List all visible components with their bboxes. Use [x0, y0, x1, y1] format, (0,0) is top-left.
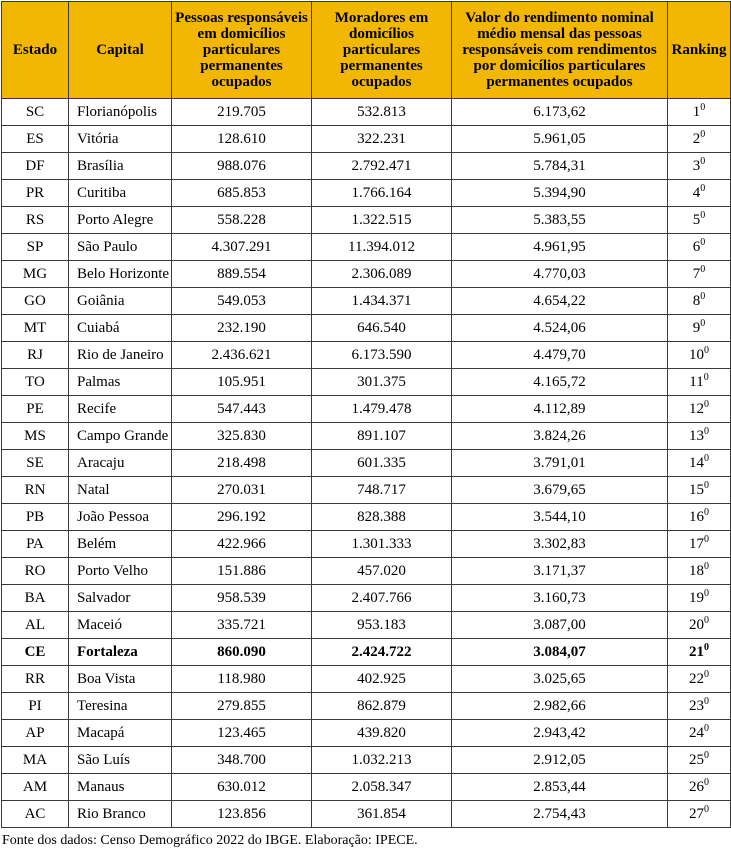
rendimento-cell: 4.961,95 [452, 234, 668, 261]
ranking-cell [668, 585, 731, 612]
capital-cell: Campo Grande [69, 423, 172, 450]
table-row [2, 288, 731, 315]
moradores-cell: 2.058.347 [312, 774, 452, 801]
rendimento-cell: 3.302,83 [452, 531, 668, 558]
ranking-cell [668, 720, 731, 747]
ranking-ordinal-mark: 0 [700, 290, 706, 302]
moradores-cell: 2.306.089 [312, 261, 452, 288]
ranking-cell [668, 693, 731, 720]
ranking-number: 23 [689, 697, 704, 714]
moradores-cell: 11.394.012 [312, 234, 452, 261]
table-row [2, 504, 731, 531]
pessoas-cell: 105.951 [172, 369, 312, 396]
pessoas-cell: 685.853 [172, 180, 312, 207]
table-row [2, 396, 731, 423]
estado-cell: MG [2, 261, 69, 288]
pessoas-cell: 279.855 [172, 693, 312, 720]
estado-cell: ES [2, 126, 69, 153]
table-row [2, 612, 731, 639]
ranking-ordinal-mark: 0 [704, 398, 709, 410]
table-header [2, 2, 731, 99]
ranking-ordinal-mark: 0 [700, 182, 706, 194]
rendimento-cell: 3.160,73 [452, 585, 668, 612]
capital-cell: Palmas [69, 369, 172, 396]
moradores-cell: 2.407.766 [312, 585, 452, 612]
rendimento-cell: 5.961,05 [452, 126, 668, 153]
moradores-cell: 1.322.515 [312, 207, 452, 234]
pessoas-cell: 889.554 [172, 261, 312, 288]
table-row [2, 369, 731, 396]
moradores-cell: 532.813 [312, 99, 452, 126]
ranking-ordinal-mark: 0 [703, 371, 709, 383]
capital-cell: Goiânia [69, 288, 172, 315]
ranking-number: 2 [692, 130, 701, 147]
table-row [2, 261, 731, 288]
ranking-number: 25 [689, 751, 704, 768]
ranking-cell [668, 774, 731, 801]
capital-cell: Curitiba [69, 180, 172, 207]
estado-cell: SP [2, 234, 69, 261]
ranking-cell [668, 99, 731, 126]
header-row [2, 2, 731, 99]
rendimento-cell: 5.383,55 [452, 207, 668, 234]
capital-cell: São Luís [69, 747, 172, 774]
estado-cell: CE [2, 639, 69, 666]
ranking-number: 18 [689, 562, 704, 579]
pessoas-cell: 123.465 [172, 720, 312, 747]
estado-cell: PA [2, 531, 69, 558]
pessoas-cell: 558.228 [172, 207, 312, 234]
table-row [2, 747, 731, 774]
ranking-cell [668, 342, 731, 369]
estado-cell: RJ [2, 342, 69, 369]
pessoas-cell: 630.012 [172, 774, 312, 801]
pessoas-cell: 296.192 [172, 504, 312, 531]
capitals-income-table [1, 1, 731, 828]
rendimento-cell: 3.544,10 [452, 504, 668, 531]
ranking-number: 9 [692, 319, 701, 336]
table-row [2, 180, 731, 207]
capital-cell: Belo Horizonte [69, 261, 172, 288]
ranking-ordinal-mark: 0 [704, 479, 709, 491]
estado-cell: AC [2, 801, 69, 828]
table-row [2, 639, 731, 666]
estado-cell: MS [2, 423, 69, 450]
rendimento-cell: 5.394,90 [452, 180, 668, 207]
capital-cell: Fortaleza [69, 639, 172, 666]
moradores-cell: 601.335 [312, 450, 452, 477]
ranking-cell [668, 666, 731, 693]
moradores-cell: 301.375 [312, 369, 452, 396]
estado-cell: PI [2, 693, 69, 720]
pessoas-cell: 128.610 [172, 126, 312, 153]
ranking-number: 27 [689, 805, 704, 822]
estado-cell: AP [2, 720, 69, 747]
ranking-cell [668, 801, 731, 828]
table-row [2, 153, 731, 180]
moradores-cell: 439.820 [312, 720, 452, 747]
ranking-number: 17 [689, 535, 704, 552]
pessoas-cell: 232.190 [172, 315, 312, 342]
source-note: Fonte dos dados: Censo Demográfico 2022 do IBGE. Elaboração: IPECE. [2, 833, 418, 848]
table-row [2, 666, 731, 693]
ranking-ordinal-mark: 0 [704, 614, 709, 626]
pessoas-cell: 325.830 [172, 423, 312, 450]
capital-cell: Cuiabá [69, 315, 172, 342]
estado-cell: AL [2, 612, 69, 639]
pessoas-cell: 547.443 [172, 396, 312, 423]
capital-cell: São Paulo [69, 234, 172, 261]
capital-cell: Teresina [69, 693, 172, 720]
estado-cell: GO [2, 288, 69, 315]
table-row [2, 531, 731, 558]
ranking-ordinal-mark: 0 [704, 803, 709, 815]
estado-cell: AM [2, 774, 69, 801]
ranking-number: 19 [689, 589, 704, 606]
table-row [2, 342, 731, 369]
estado-cell: TO [2, 369, 69, 396]
ranking-ordinal-mark: 0 [704, 776, 709, 788]
ranking-cell [668, 369, 731, 396]
ranking-number: 11 [689, 373, 704, 390]
rendimento-cell: 6.173,62 [452, 99, 668, 126]
ranking-cell [668, 180, 731, 207]
ranking-number: 21 [689, 643, 704, 660]
ranking-ordinal-mark: 0 [704, 560, 709, 572]
ranking-ordinal-mark: 0 [704, 668, 709, 680]
ranking-ordinal-mark: 0 [700, 317, 706, 329]
moradores-cell: 953.183 [312, 612, 452, 639]
ranking-ordinal-mark: 0 [704, 749, 709, 761]
ranking-ordinal-mark: 0 [700, 209, 706, 221]
capital-cell: Manaus [69, 774, 172, 801]
ranking-number: 24 [689, 724, 704, 741]
moradores-cell: 322.231 [312, 126, 452, 153]
rendimento-cell: 3.679,65 [452, 477, 668, 504]
moradores-cell: 891.107 [312, 423, 452, 450]
rendimento-cell: 3.084,07 [452, 639, 668, 666]
ranking-number: 15 [689, 481, 704, 498]
header-pessoas-responsaveis: Pessoas responsáveis em domicílios particulares permanentes ocupados [172, 2, 312, 99]
ranking-number: 22 [689, 670, 704, 687]
table-row [2, 99, 731, 126]
ranking-ordinal-mark: 0 [704, 344, 709, 356]
pessoas-cell: 123.856 [172, 801, 312, 828]
ranking-ordinal-mark: 0 [704, 452, 709, 464]
ranking-number: 4 [692, 184, 701, 201]
ranking-cell [668, 288, 731, 315]
header-estado: Estado [2, 2, 69, 99]
estado-cell: RR [2, 666, 69, 693]
capital-cell: Belém [69, 531, 172, 558]
table-row [2, 207, 731, 234]
pessoas-cell: 218.498 [172, 450, 312, 477]
moradores-cell: 828.388 [312, 504, 452, 531]
capital-cell: Florianópolis [69, 99, 172, 126]
table-body [2, 99, 731, 828]
capital-cell: Salvador [69, 585, 172, 612]
header-moradores: Moradores em domicílios particulares permanentes ocupados [312, 2, 452, 99]
pessoas-cell: 4.307.291 [172, 234, 312, 261]
ranking-number: 6 [692, 238, 701, 255]
ranking-number: 7 [692, 265, 701, 282]
rendimento-cell: 2.754,43 [452, 801, 668, 828]
header-rendimento: Valor do rendimento nominal médio mensal das pessoas responsáveis com rendimentos por domicílios particulares permanentes ocupados [452, 2, 668, 99]
rendimento-cell: 3.087,00 [452, 612, 668, 639]
rendimento-cell: 2.912,05 [452, 747, 668, 774]
ranking-cell [668, 207, 731, 234]
pessoas-cell: 860.090 [172, 639, 312, 666]
moradores-cell: 1.301.333 [312, 531, 452, 558]
pessoas-cell: 219.705 [172, 99, 312, 126]
ranking-cell [668, 612, 731, 639]
ranking-number: 8 [692, 292, 701, 309]
ranking-ordinal-mark: 0 [700, 236, 706, 248]
capital-cell: Rio Branco [69, 801, 172, 828]
capital-cell: Macapá [69, 720, 172, 747]
table-row [2, 801, 731, 828]
estado-cell: PE [2, 396, 69, 423]
estado-cell: SE [2, 450, 69, 477]
capital-cell: Rio de Janeiro [69, 342, 172, 369]
ranking-ordinal-mark: 0 [704, 506, 709, 518]
ranking-cell [668, 315, 731, 342]
ranking-ordinal-mark: 0 [700, 263, 706, 275]
estado-cell: RO [2, 558, 69, 585]
document-page [0, 1, 731, 851]
moradores-cell: 862.879 [312, 693, 452, 720]
pessoas-cell: 118.980 [172, 666, 312, 693]
capital-cell: João Pessoa [69, 504, 172, 531]
ranking-ordinal-mark: 0 [704, 425, 709, 437]
moradores-cell: 748.717 [312, 477, 452, 504]
table-row [2, 585, 731, 612]
ranking-cell [668, 531, 731, 558]
estado-cell: MA [2, 747, 69, 774]
rendimento-cell: 2.853,44 [452, 774, 668, 801]
ranking-cell [668, 126, 731, 153]
table-row [2, 558, 731, 585]
estado-cell: RN [2, 477, 69, 504]
moradores-cell: 1.479.478 [312, 396, 452, 423]
ranking-cell [668, 261, 731, 288]
rendimento-cell: 3.791,01 [452, 450, 668, 477]
ranking-number: 16 [689, 508, 704, 525]
ranking-ordinal-mark: 0 [704, 641, 709, 653]
pessoas-cell: 2.436.621 [172, 342, 312, 369]
moradores-cell: 457.020 [312, 558, 452, 585]
ranking-number: 10 [689, 346, 704, 363]
capital-cell: Aracaju [69, 450, 172, 477]
rendimento-cell: 2.943,42 [452, 720, 668, 747]
ranking-ordinal-mark: 0 [704, 587, 709, 599]
header-capital: Capital [69, 2, 172, 99]
table-row [2, 450, 731, 477]
ranking-cell [668, 639, 731, 666]
estado-cell: DF [2, 153, 69, 180]
pessoas-cell: 348.700 [172, 747, 312, 774]
moradores-cell: 1.434.371 [312, 288, 452, 315]
ranking-ordinal-mark: 0 [704, 533, 709, 545]
ranking-cell [668, 747, 731, 774]
ranking-number: 26 [689, 778, 704, 795]
table-row [2, 720, 731, 747]
ranking-cell [668, 423, 731, 450]
moradores-cell: 2.424.722 [312, 639, 452, 666]
table-row [2, 423, 731, 450]
capital-cell: Porto Alegre [69, 207, 172, 234]
ranking-number: 1 [692, 103, 701, 120]
estado-cell: PB [2, 504, 69, 531]
moradores-cell: 646.540 [312, 315, 452, 342]
estado-cell: MT [2, 315, 69, 342]
ranking-cell [668, 153, 731, 180]
ranking-cell [668, 450, 731, 477]
ranking-cell [668, 477, 731, 504]
capital-cell: Porto Velho [69, 558, 172, 585]
table-row [2, 126, 731, 153]
rendimento-cell: 4.770,03 [452, 261, 668, 288]
pessoas-cell: 270.031 [172, 477, 312, 504]
rendimento-cell: 4.654,22 [452, 288, 668, 315]
estado-cell: BA [2, 585, 69, 612]
ranking-number: 20 [689, 616, 704, 633]
table-row [2, 774, 731, 801]
capital-cell: Recife [69, 396, 172, 423]
ranking-number: 14 [689, 454, 704, 471]
moradores-cell: 402.925 [312, 666, 452, 693]
ranking-number: 5 [692, 211, 701, 228]
moradores-cell: 6.173.590 [312, 342, 452, 369]
ranking-cell [668, 558, 731, 585]
ranking-cell [668, 504, 731, 531]
pessoas-cell: 335.721 [172, 612, 312, 639]
estado-cell: RS [2, 207, 69, 234]
capital-cell: Natal [69, 477, 172, 504]
rendimento-cell: 4.112,89 [452, 396, 668, 423]
table-row [2, 315, 731, 342]
capital-cell: Maceió [69, 612, 172, 639]
pessoas-cell: 422.966 [172, 531, 312, 558]
pessoas-cell: 958.539 [172, 585, 312, 612]
moradores-cell: 1.032.213 [312, 747, 452, 774]
ranking-number: 3 [692, 157, 701, 174]
rendimento-cell: 3.171,37 [452, 558, 668, 585]
table-row [2, 234, 731, 261]
header-ranking: Ranking [668, 2, 731, 99]
ranking-ordinal-mark: 0 [700, 101, 706, 113]
pessoas-cell: 151.886 [172, 558, 312, 585]
ranking-ordinal-mark: 0 [704, 722, 709, 734]
capital-cell: Vitória [69, 126, 172, 153]
rendimento-cell: 4.165,72 [452, 369, 668, 396]
pessoas-cell: 988.076 [172, 153, 312, 180]
ranking-ordinal-mark: 0 [700, 155, 706, 167]
pessoas-cell: 549.053 [172, 288, 312, 315]
rendimento-cell: 3.824,26 [452, 423, 668, 450]
moradores-cell: 1.766.164 [312, 180, 452, 207]
ranking-number: 12 [689, 400, 704, 417]
rendimento-cell: 4.479,70 [452, 342, 668, 369]
rendimento-cell: 4.524,06 [452, 315, 668, 342]
rendimento-cell: 2.982,66 [452, 693, 668, 720]
rendimento-cell: 5.784,31 [452, 153, 668, 180]
moradores-cell: 2.792.471 [312, 153, 452, 180]
table-row [2, 477, 731, 504]
moradores-cell: 361.854 [312, 801, 452, 828]
ranking-ordinal-mark: 0 [704, 695, 709, 707]
capital-cell: Brasília [69, 153, 172, 180]
ranking-cell [668, 234, 731, 261]
table-row [2, 693, 731, 720]
rendimento-cell: 3.025,65 [452, 666, 668, 693]
capital-cell: Boa Vista [69, 666, 172, 693]
ranking-ordinal-mark: 0 [700, 128, 706, 140]
ranking-cell [668, 396, 731, 423]
estado-cell: SC [2, 99, 69, 126]
ranking-number: 13 [689, 427, 704, 444]
estado-cell: PR [2, 180, 69, 207]
